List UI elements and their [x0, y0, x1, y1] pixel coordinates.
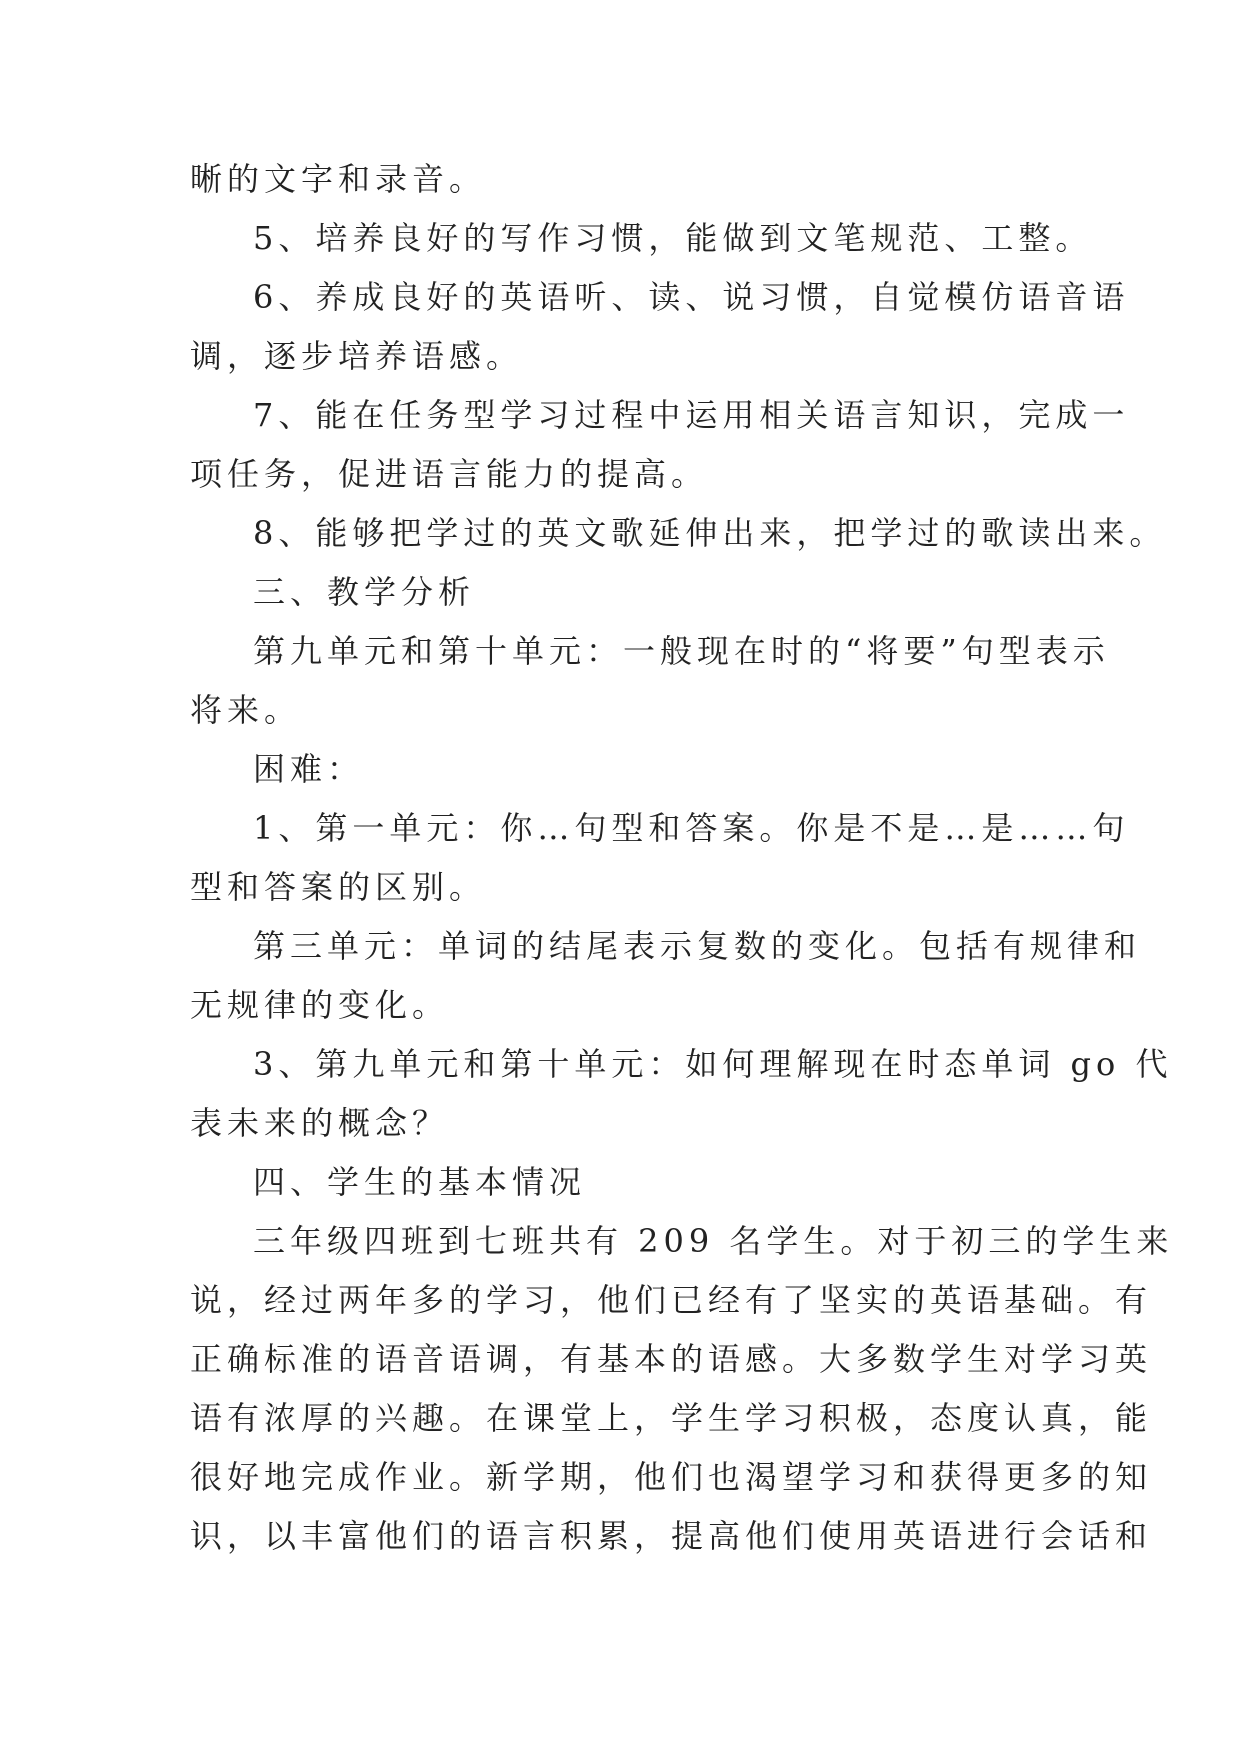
text-line-5: 7、能在任务型学习过程中运用相关语言知识，完成一: [253, 396, 1130, 434]
section-heading-teaching-analysis: 三、教学分析: [253, 573, 476, 611]
text-line-21: 正确标准的语音语调，有基本的语感。大多数学生对学习英: [190, 1340, 1153, 1378]
text-line-22: 语有浓厚的兴趣。在课堂上，学生学习积极，态度认真，能: [190, 1399, 1153, 1437]
text-line-1: 晰的文字和录音。: [190, 160, 487, 198]
text-line-17: 表未来的概念？: [190, 1104, 450, 1142]
text-line-13: 型和答案的区别。: [190, 868, 487, 906]
text-line-12: 1、第一单元：你…句型和答案。你是不是…是……句: [253, 809, 1130, 847]
text-line-16: 3、第九单元和第十单元：如何理解现在时态单词 go 代: [253, 1045, 1173, 1083]
text-line-23: 很好地完成作业。新学期，他们也渴望学习和获得更多的知: [190, 1458, 1153, 1496]
text-line-3: 6、养成良好的英语听、读、说习惯，自觉模仿语音语: [253, 278, 1130, 316]
text-line-19: 三年级四班到七班共有 209 名学生。对于初三的学生来: [253, 1222, 1174, 1260]
text-line-10: 将来。: [190, 691, 302, 729]
text-line-2: 5、培养良好的写作习惯，能做到文笔规范、工整。: [253, 219, 1093, 257]
text-line-7: 8、能够把学过的英文歌延伸出来，把学过的歌读出来。: [253, 514, 1167, 552]
text-line-4: 调，逐步培养语感。: [190, 337, 524, 375]
text-line-15: 无规律的变化。: [190, 986, 450, 1024]
text-line-6: 项任务，促进语言能力的提高。: [190, 455, 709, 493]
section-heading-students: 四、学生的基本情况: [253, 1163, 587, 1201]
text-line-24: 识，以丰富他们的语言积累，提高他们使用英语进行会话和: [190, 1517, 1153, 1555]
difficulties-label: 困难：: [253, 750, 365, 788]
text-line-9: 第九单元和第十单元：一般现在时的“将要”句型表示: [253, 632, 1110, 670]
text-line-20: 说，经过两年多的学习，他们已经有了坚实的英语基础。有: [190, 1281, 1153, 1319]
text-line-14: 第三单元：单词的结尾表示复数的变化。包括有规律和: [253, 927, 1142, 965]
